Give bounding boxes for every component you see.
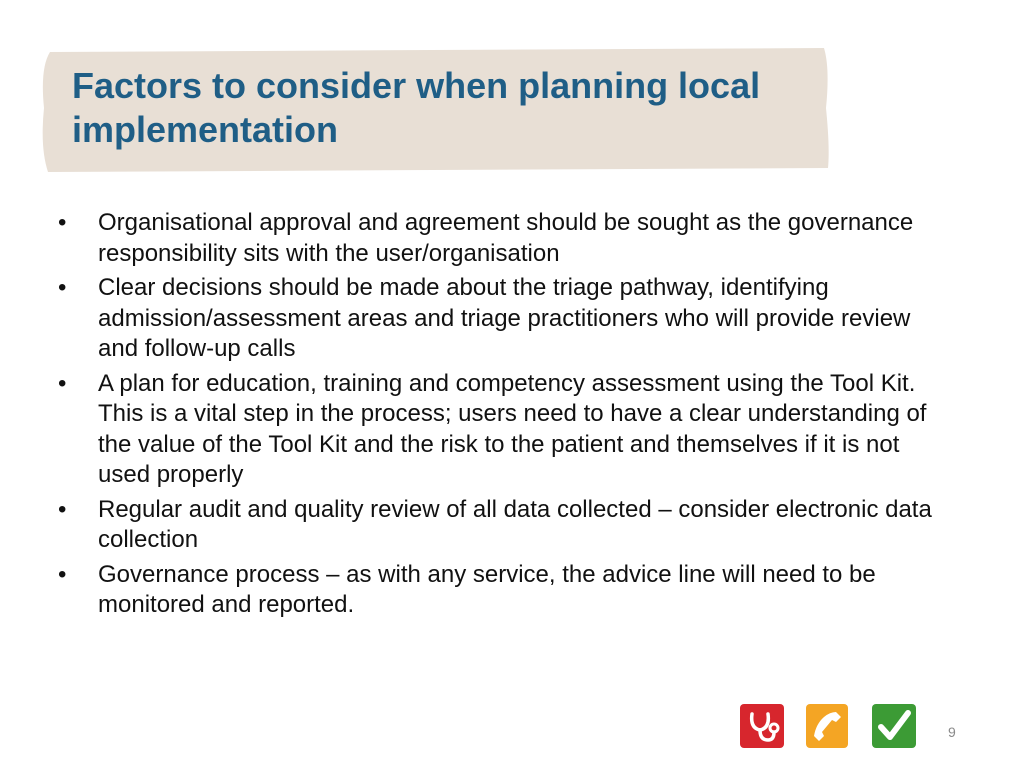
bullet-marker: • <box>58 274 67 301</box>
phone-icon <box>806 704 848 748</box>
bullet-text: Organisational approval and agreement should be sought as the governance responsibility sits with the user/organisation <box>98 209 914 267</box>
list-item <box>58 369 938 491</box>
bullet-text: A plan for education, training and competency assessment using the Tool Kit. This is a vital step in the process; users need to have a clear understanding of the value of the Tool Kit and the risk to the patient and themselves if it is not used properly <box>98 369 927 488</box>
title-banner <box>40 48 830 172</box>
list-item <box>58 495 938 556</box>
bullet-marker: • <box>58 495 67 523</box>
bullet-list <box>58 208 938 625</box>
bullet-text: Governance process – as with any service, the advice line will need to be monitored and reported. <box>98 560 876 618</box>
stethoscope-icon <box>740 704 784 748</box>
bullet-text: Clear decisions should be made about the triage pathway, identifying admission/assessment areas and triage practitioners who will provide review and follow-up calls <box>98 274 911 362</box>
list-item <box>58 208 938 269</box>
checkmark-icon <box>872 704 916 748</box>
page-number: 9 <box>948 724 956 740</box>
list-item <box>58 273 938 365</box>
bullet-marker: • <box>58 369 67 397</box>
bullet-text: Regular audit and quality review of all data collected – consider electronic data collection <box>98 495 932 553</box>
bullet-marker: • <box>58 209 67 236</box>
bullet-marker: • <box>58 560 67 588</box>
list-item <box>58 560 938 621</box>
page-title: Factors to consider when planning local implementation <box>72 65 761 150</box>
